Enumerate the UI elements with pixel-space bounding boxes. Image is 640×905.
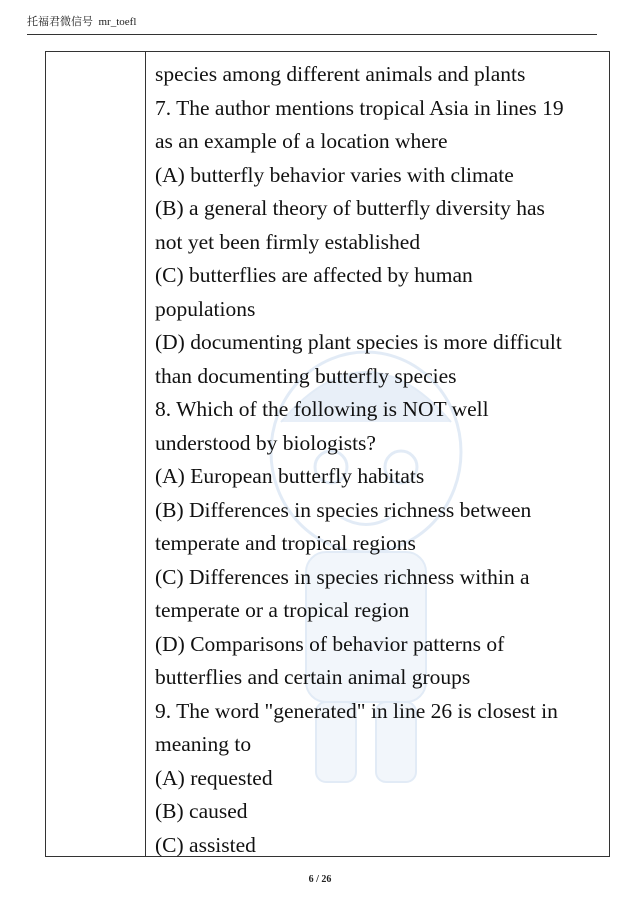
text-line: species among different animals and plants: [155, 62, 526, 86]
text-line: populations: [155, 296, 256, 321]
text-line: as an example of a location where: [155, 129, 448, 153]
question-text-column: [155, 58, 605, 862]
text-line: 7. The author mentions tropical Asia in lines 19: [155, 95, 564, 120]
text-line: (A) requested: [155, 765, 273, 790]
text-line: temperate and tropical regions: [155, 531, 416, 555]
text-line: (D) documenting plant species is more difficult: [155, 330, 562, 354]
text-line: (C) assisted: [155, 832, 256, 857]
text-line: (B) Differences in species richness between: [155, 497, 532, 522]
text-line: than documenting butterfly species: [155, 363, 457, 388]
page-number: 6 / 26: [308, 874, 332, 885]
text-line: (B) a general theory of butterfly diversity has: [155, 196, 545, 220]
text-line: temperate or a tropical region: [155, 598, 410, 622]
text-line: (A) European butterfly habitats: [155, 464, 425, 488]
text-line: (C) butterflies are affected by human: [155, 263, 473, 287]
text-line: not yet been firmly established: [155, 229, 421, 254]
text-line: 8. Which of the following is NOT well: [155, 397, 489, 421]
table-left-column: [46, 52, 146, 856]
question-table: [45, 51, 610, 857]
text-line: butterflies and certain animal groups: [155, 665, 471, 689]
text-line: understood by biologists?: [155, 430, 376, 455]
header-account-id: mr_toefl: [98, 16, 137, 28]
text-line: (A) butterfly behavior varies with climate: [155, 162, 514, 187]
text-line: meaning to: [155, 732, 252, 756]
page-header: [27, 14, 597, 35]
text-line: 9. The word "generated" in line 26 is closest in: [155, 698, 558, 723]
text-line: (D) Comparisons of behavior patterns of: [155, 631, 505, 656]
header-wechat-label: 托福君微信号: [27, 16, 93, 28]
text-line: (C) Differences in species richness within a: [155, 564, 530, 589]
text-line: (B) caused: [155, 799, 248, 823]
